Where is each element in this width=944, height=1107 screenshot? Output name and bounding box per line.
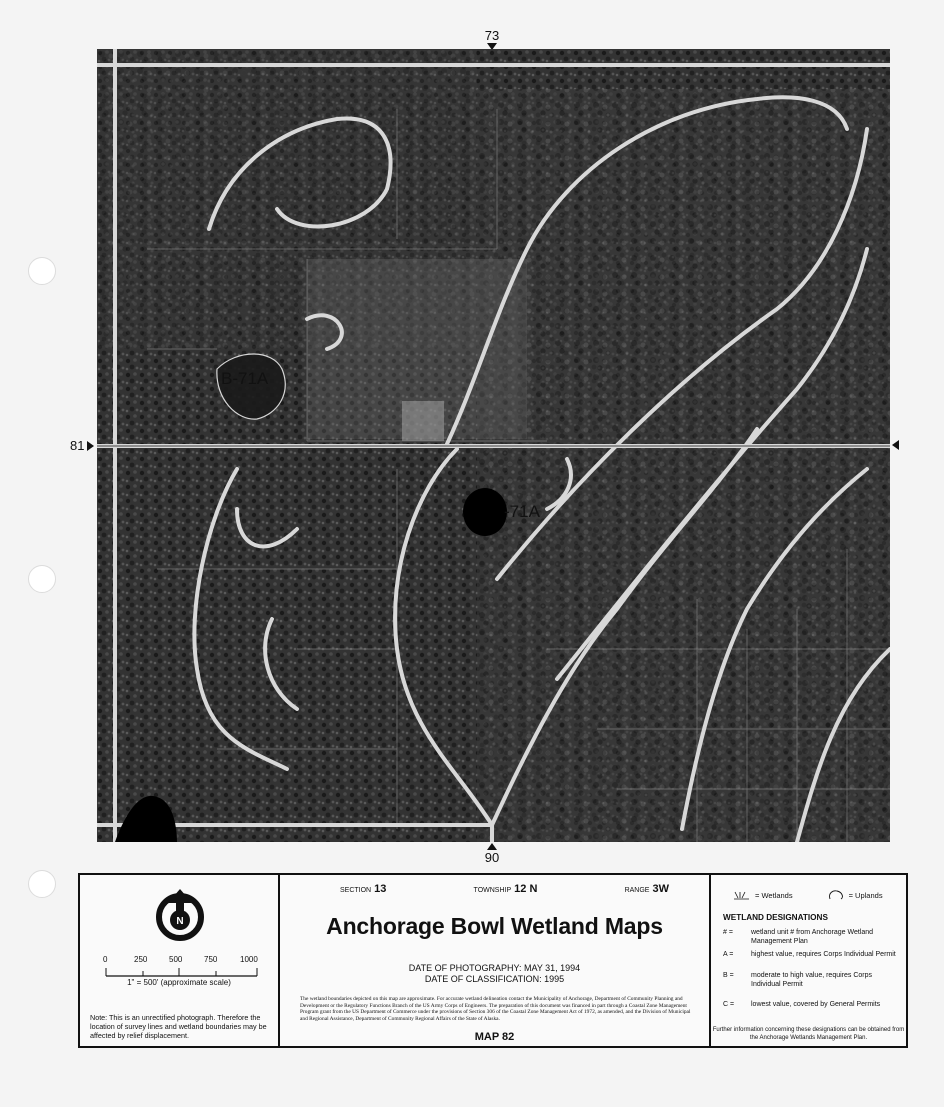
dates-block [280, 963, 709, 985]
designation-item [723, 951, 903, 960]
plss-row [280, 883, 709, 895]
boundary-disclaimer: The wetland boundaries depicted on this map are approximate. For accurate wetland delineation contact the Municipality of Anchorage, Department of Community Planning and Development or the Regulatory Functions Branch of the US Army Corps of Engineers. The preparation of this document was financed in part through a Coastal Zone Management Program grant from the US Department of Commerce under the provisions of Section 306 of the Coastal Zone Management Act of 1972, as amended, and the Division of Municipal and Regional Assistance, Department of Community Regional Affairs of the State of Alaska. [300, 996, 691, 1022]
designation-key: C = [723, 1001, 735, 1008]
symbol-key [733, 889, 883, 901]
uplands-key-label: = Uplands [848, 890, 883, 900]
wetland-label-b71a-lower: -71A [504, 502, 540, 521]
binder-hole [28, 565, 56, 593]
designation-text: moderate to high value, requires Corps Individual Permit [751, 972, 873, 988]
range-label: RANGE [624, 887, 650, 894]
designation-text: lowest value, covered by General Permits [751, 1001, 881, 1008]
map-number: MAP 82 [474, 1031, 515, 1043]
wetland-symbol-icon [733, 890, 751, 900]
date-of-classification: DATE OF CLASSIFICATION: 1995 [424, 974, 565, 984]
upland-symbol-icon [827, 889, 845, 901]
top-grid-label: 73 [484, 28, 500, 43]
scale-tick-label: 1000 [240, 955, 258, 964]
designation-item [723, 1001, 903, 1010]
range-value: 3W [652, 883, 669, 895]
designations-title: WETLAND DESIGNATIONS [723, 913, 828, 922]
map-title: Anchorage Bowl Wetland Maps [326, 913, 663, 939]
aerial-photo-map [97, 49, 890, 842]
further-info: Further information concerning these designations can be obtained from the Anchorage Wetlands Management Plan. [712, 1027, 905, 1041]
designation-key: B = [723, 972, 734, 979]
bottom-grid-marker [482, 843, 502, 865]
scale-caption: 1" = 500' (approximate scale) [127, 978, 231, 987]
bottom-grid-label: 90 [484, 850, 500, 865]
svg-text:N: N [176, 916, 184, 927]
binder-hole [28, 870, 56, 898]
left-grid-marker [70, 438, 94, 453]
aerial-photo-svg [97, 49, 890, 842]
township-info [474, 883, 538, 895]
binder-hole [28, 257, 56, 285]
wetlands-key-label: = Wetlands [755, 890, 793, 900]
township-label: TOWNSHIP [473, 887, 512, 894]
designation-key: A = [723, 951, 734, 958]
scale-tick-label: 250 [134, 955, 148, 964]
township-value: 12 N [514, 883, 538, 895]
designation-key: # = [723, 929, 733, 936]
section-label: SECTION [340, 887, 372, 894]
designation-item [723, 972, 903, 989]
north-arrow-icon [150, 887, 210, 947]
arrow-right-icon [87, 441, 94, 451]
legend-right-panel [711, 875, 906, 1046]
scale-tick-label: 750 [204, 955, 218, 964]
range-info [625, 883, 669, 895]
top-grid-marker [482, 28, 502, 50]
section-value: 13 [374, 883, 387, 895]
map-legend [78, 873, 908, 1048]
date-of-photography: DATE OF PHOTOGRAPHY: MAY 31, 1994 [408, 963, 581, 973]
section-info [340, 883, 386, 895]
designation-text: highest value, requires Corps Individual Permit [751, 951, 896, 958]
wetland-label-b71a-upper: B-71A [221, 369, 269, 388]
legend-left-panel [80, 875, 280, 1046]
unrectified-note: Note: This is an unrectified photograph. Therefore the location of survey lines and wetland boundaries may be affected by relief displacement. [90, 1013, 267, 1040]
left-grid-label: 81 [70, 438, 85, 453]
scale-tick-label: 500 [169, 955, 183, 964]
designation-item [723, 929, 903, 946]
scale-tick-label: 0 [103, 955, 108, 964]
legend-middle-panel [280, 875, 711, 1046]
right-grid-marker [892, 440, 899, 450]
arrow-left-icon [892, 440, 899, 450]
arrow-up-icon [487, 843, 497, 850]
designation-text: wetland unit # from Anchorage Wetland Management Plan [751, 929, 874, 945]
